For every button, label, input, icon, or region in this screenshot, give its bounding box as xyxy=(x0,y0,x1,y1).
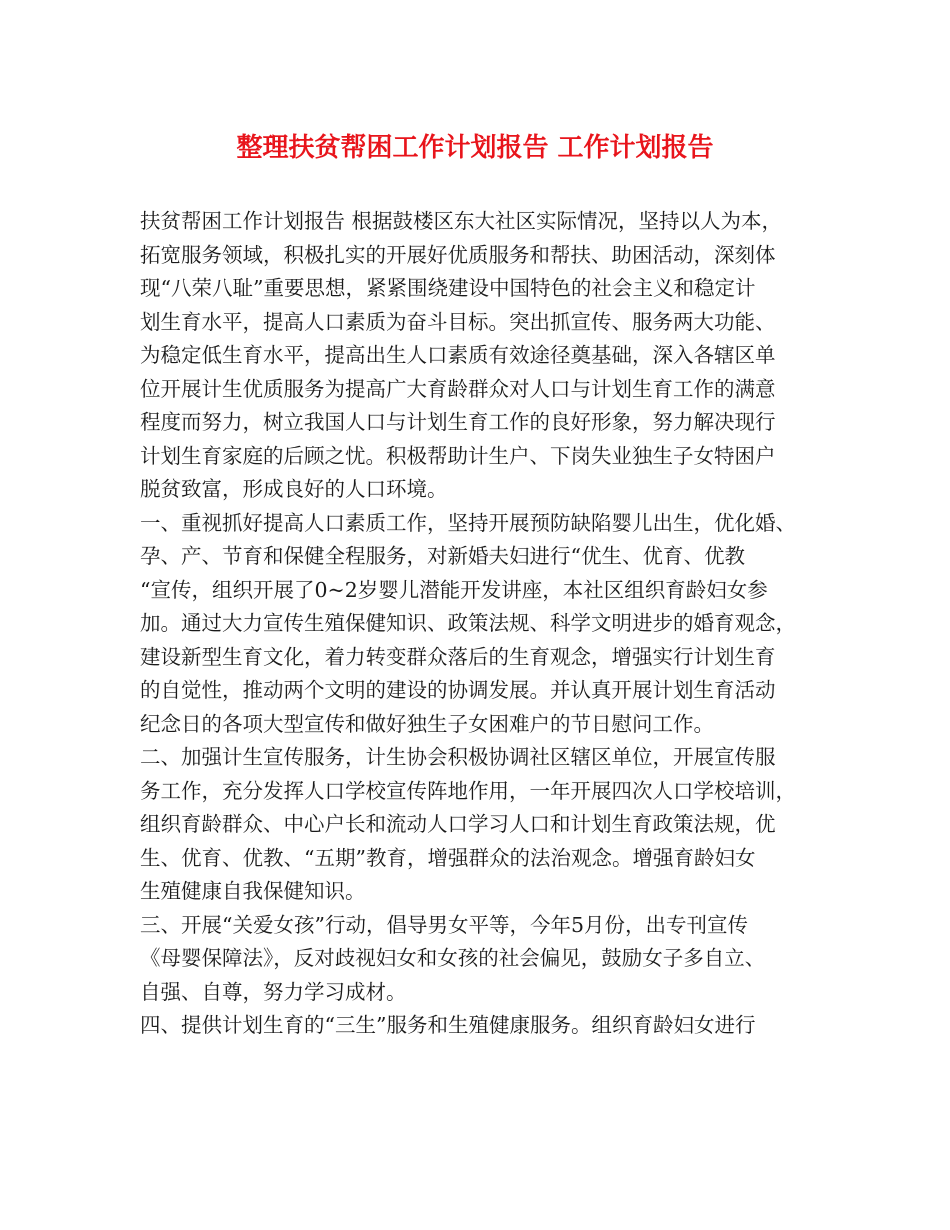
text-line: 孕、产、节育和保健全程服务，对新婚夫妇进行“优生、优育、优教 xyxy=(140,544,745,568)
text-line: 一、重视抓好提高人口素质工作，坚持开展预防缺陷婴儿出生，优化婚、 xyxy=(140,510,796,535)
text-line: 划生育水平，提高人口素质为奋斗目标。突出抓宣传、服务两大功能、 xyxy=(140,309,776,334)
text-line: 务工作，充分发挥人口学校宣传阵地作用，一年开展四次人口学校培训， xyxy=(140,778,796,803)
text-line: 拓宽服务领域，积极扎实的开展好优质服务和帮扶、助困活动，深刻体 xyxy=(140,242,776,267)
text-line: 《母婴保障法》，反对歧视妇女和女孩的社会偏见，鼓励女子多自立、 xyxy=(140,946,766,970)
text-line: 组织育龄群众、中心户长和流动人口学习人口和计划生育政策法规，优 xyxy=(140,812,776,836)
text-line: 程度而努力，树立我国人口与计划生育工作的良好形象，努力解决现行 xyxy=(140,410,776,434)
text-line: 四、提供计划生育的“三生”服务和生殖健康服务。组织育龄妇女进行 xyxy=(140,1013,756,1037)
text-line: 纪念日的各项大型宣传和做好独生子女困难户的节日慰问工作。 xyxy=(140,711,714,736)
text-line: 建设新型生育文化，着力转变群众落后的生育观念，增强实行计划生育 xyxy=(140,644,776,669)
text-line: 位开展计生优质服务为提高广大育龄群众对人口与计划生育工作的满意 xyxy=(140,376,776,401)
text-line: 三、开展“关爱女孩”行动，倡导男女平等，今年5月份，出专刊宣传 xyxy=(140,912,749,937)
text-line: “宣传，组织开展了0~2岁婴儿潜能开发讲座，本社区组织育龄妇女参 xyxy=(140,577,768,602)
text-line: 加。通过大力宣传生殖保健知识、政策法规、科学文明进步的婚育观念， xyxy=(140,611,796,635)
text-line: 自强、自尊，努力学习成材。 xyxy=(140,979,407,1004)
page-title: 整理扶贫帮困工作计划报告 工作计划报告 xyxy=(236,133,714,163)
text-line: 为稳定低生育水平，提高出生人口素质有效途径奠基础，深入各辖区单 xyxy=(140,343,776,367)
text-line: 现“八荣八耻”重要思想，紧紧围绕建设中国特色的社会主义和稳定计 xyxy=(140,276,756,300)
text-line: 生、优育、优教、“五期”教育，增强群众的法治观念。增强育龄妇女 xyxy=(140,845,756,870)
text-line: 脱贫致富，形成良好的人口环境。 xyxy=(140,477,448,501)
text-line: 扶贫帮困工作计划报告 根据鼓楼区东大社区实际情况，坚持以人为本， xyxy=(140,209,783,233)
text-line: 二、加强计生宣传服务，计生协会积极协调社区辖区单位，开展宣传服 xyxy=(140,745,776,769)
text-line: 的自觉性，推动两个文明的建设的协调发展。并认真开展计划生育活动 xyxy=(140,678,776,702)
text-line: 计划生育家庭的后顾之忧。积极帮助计生户、下岗失业独生子女特困户 xyxy=(140,443,776,468)
document-body xyxy=(140,205,830,1043)
text-line: 生殖健康自我保健知识。 xyxy=(140,879,366,903)
